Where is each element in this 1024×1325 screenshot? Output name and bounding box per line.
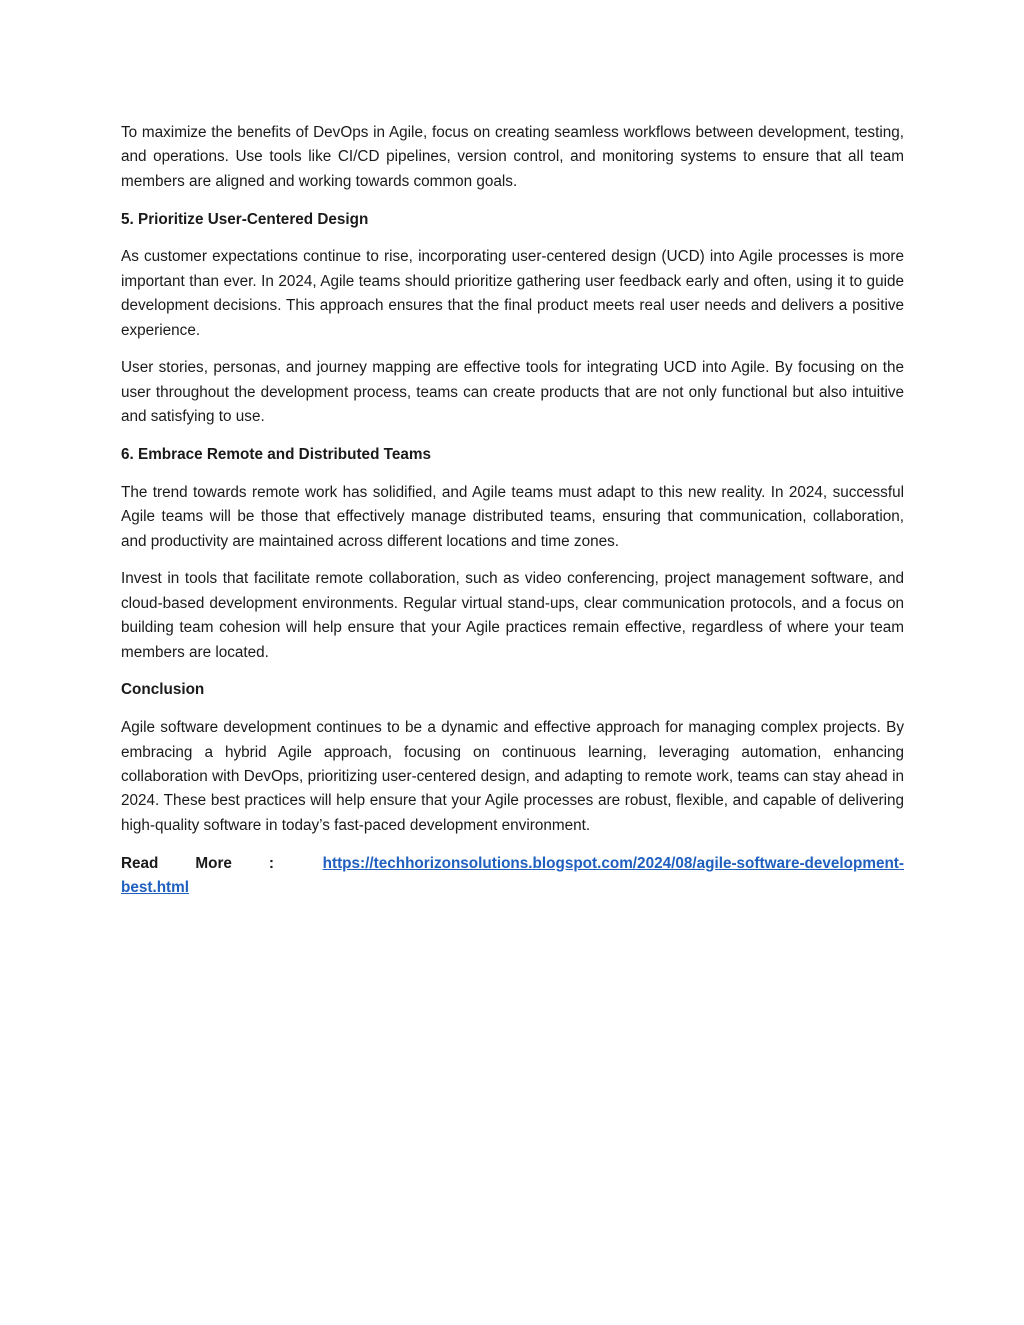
document-page: [121, 121, 904, 900]
read-more-link[interactable]: https://techhorizonsolutions.blogspot.com/2024/08/agile-software-development-: [322, 854, 904, 872]
read-more-colon: :: [268, 854, 274, 872]
conclusion-heading: Conclusion: [121, 681, 205, 699]
section-5-heading: 5. Prioritize User-Centered Design: [121, 210, 369, 228]
conclusion-paragraph: Agile software development continues to be a dynamic and effective approach for managing complex projects. By embracing a hybrid Agile approach, focusing on continuous learning, leveraging automation, enhancing collaboration with DevOps, prioritizing user-centered design, and adapting to remote work, teams can stay ahead in 2024. These best practices will help ensure that your Agile processes are robust, flexible, and capable of delivering high-quality software in today’s fast-paced development environment.: [121, 719, 904, 834]
read-more-label: [121, 852, 274, 876]
intro-paragraph: To maximize the benefits of DevOps in Agile, focus on creating seamless workflows between development, testing, and operations. Use tools like CI/CD pipelines, version control, and monitoring systems to ensure that all team members are aligned and working towards common goals.: [121, 124, 904, 190]
read-more-word-more: More: [195, 854, 232, 872]
section-6-paragraph-2: Invest in tools that facilitate remote collaboration, such as video conferencing, project management software, and cloud-based development environments. Regular virtual stand-ups, clear communication protocols, and a focus on building team cohesion will help ensure that your Agile practices remain effective, regardless of where your team members are located.: [121, 570, 904, 661]
read-more-link-continuation[interactable]: best.html: [121, 879, 189, 897]
section-5-paragraph-2: User stories, personas, and journey mapping are effective tools for integrating UCD into Agile. By focusing on the user throughout the development process, teams can create products that are not only functional but also intuitive and satisfying to use.: [121, 359, 904, 426]
section-6-heading: 6. Embrace Remote and Distributed Teams: [121, 446, 431, 464]
read-more-word-read: Read: [121, 854, 159, 872]
read-more-link-wrapper: [274, 852, 904, 876]
section-6-paragraph-1: The trend towards remote work has solidified, and Agile teams must adapt to this new reality. In 2024, successful Agile teams will be those that effectively manage distributed teams, ensuring that communication, collaboration, and productivity are maintained across different locations and time zones.: [121, 483, 904, 550]
read-more-line: [121, 852, 904, 901]
section-5-paragraph-1: As customer expectations continue to rise, incorporating user-centered design (UCD) into Agile processes is more important than ever. In 2024, Agile teams should prioritize gathering user feedback early and often, using it to guide development decisions. This approach ensures that the final product meets real user needs and delivers a positive experience.: [121, 248, 904, 339]
